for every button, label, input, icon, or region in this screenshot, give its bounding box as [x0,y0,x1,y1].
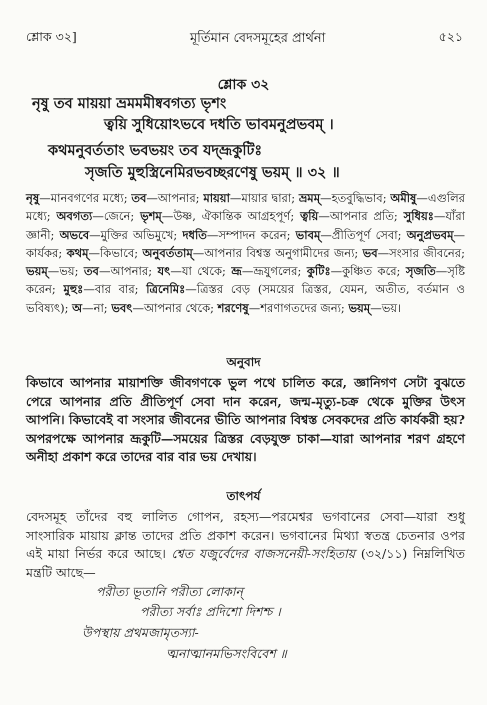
synonym-term: তব [131,191,147,205]
synonym-meaning: —উষ্ণ, ঐকান্তিক আগ্রহপূর্ণ; [161,209,301,224]
synonym-term: কুটিঃ [306,264,331,279]
synonym-meaning: —আপনার; [98,264,158,279]
synonym-term: নৃষু [26,191,40,205]
synonym-meaning: —প্রীতিপূর্ণ সেবা; [320,227,407,242]
running-header [26,30,463,48]
synonym-term: মায়য়া [203,191,230,205]
synonym-term: ত্বয়ি [300,209,319,224]
verse-line-4: সৃজতি মুহুস্ত্রিনেমিরভবচ্ছরণেষু ভয়ম্ ॥ ৩২ ॥ [85,164,340,181]
synonym-meaning: —বার বার; [83,282,147,297]
synonym-term: ভবৎ [111,300,133,315]
synonym-meaning: —যাঁরা জ্ঞানী; [26,209,465,242]
verse-line-2: ত্বয়ি সুধিয়োঽভবে দধতি ভাবমনুপ্রভবম্ । [104,116,334,133]
synonym-term: ভয়ম্ [348,300,371,315]
synonym-meaning: —জেনে; [92,209,141,224]
synonym-meaning: —মায়ার দ্বারা; [229,191,299,205]
synonym-term: অ [72,300,83,315]
purport-source: শ্বেত যজুর্বেদের বাজসনেয়ী-সংহিতায় [171,546,356,561]
synonym-meaning: —কার্যকর; [26,227,465,260]
synonym-term: ভৃশম্ [140,209,162,224]
translation-heading: অনুবাদ [226,355,261,369]
synonym-meaning: —আপনার; [146,191,204,205]
mantra-line-2: পরীত্য সর্বাঃ প্রদিশো দিশশ্চ । [140,604,281,619]
synonym-term: ভ্রমম্ [298,191,321,205]
synonym-term: অনুবর্ততাম্ [142,245,193,260]
synonym-term: সৃজতি [405,264,436,279]
synonym-meaning: —মুক্তির অভিমুখে; [89,227,183,242]
synonym-term: সুধিয়ঃ [403,209,434,224]
synonym-meaning: —ত্রিস্তর বেড় (সময়ের ত্রিস্তর, যেমন, অতীত, বর্তমান ও ভবিষ্যৎ); [26,282,465,315]
verse-line-3: কথমনুবর্ততাং ভবভয়ং তব যদ্ভ্রূকুটিঃ [48,142,263,159]
synonym-meaning: —আপনার থেকে; [132,300,218,315]
synonym-meaning: —মানবগণের মধ্যে; [39,191,132,205]
word-for-word-synonyms [26,189,465,317]
synonym-meaning: —সৃষ্টি করেন; [26,264,465,297]
verse-title: শ্লোক ৩২ [217,77,270,93]
synonym-term: দধতি [182,227,207,242]
synonym-term: শরণেষু [217,300,249,315]
synonym-meaning: —ভ্রূযুগলের; [241,264,307,279]
synonym-term: ভয়ম্ [26,264,48,279]
header-chapter-title: মূর্তিমান বেদসমূহের প্রার্থনা [189,30,326,46]
synonym-term: অবগত্য [56,209,93,224]
mantra-line-4: ত্মনাত্মানমভিসংবিবেশ ॥ [166,646,287,661]
synonym-meaning: —এগুলির মধ্যে; [26,191,465,224]
translation-text: কিভাবে আপনার মায়াশক্তি জীবগণকে ভুল পথে চালিত করে, জ্ঞানিগণ সেটা বুঝতে পেরে আপনার প্রতি প্রীতিপূর্ণ সেবা দান করেন, জন্ম-মৃত্যু-চক্র থেকে মুক্তির উৎস আপনি। কিভাবেই বা সংসার জীবনের ভীতি আপনার বিশ্বস্ত সেবকদের প্রতি কার্যকরী হয়? অপরপক্ষে আপনার ভ্রূকুটি—সময়ের ত্রিস্তর বেড়যুক্ত চাকা—যারা আপনার শরণ গ্রহণে অনীহা প্রকাশ করে তাদের বার বার ভয় দেখায়। [26,375,465,464]
synonym-term: অমীষু [390,191,417,205]
synonym-term: অভবে [59,227,90,242]
verse-line-1: নৃষু তব মায়য়া ভ্রমমমীষ্ববগত্য ভৃশং [32,95,227,112]
synonym-term: ভাবম্ [295,227,321,242]
purport-tail: (৩২/১১) নিম্নলিখিত মন্ত্রটি আছে— [26,546,465,580]
synonym-term: তব [83,264,99,279]
synonym-meaning: —হতবুদ্ধিভাব; [320,191,391,205]
synonym-meaning: —যা থেকে; [170,264,232,279]
synonym-meaning: —ভয়। [370,300,402,315]
synonym-meaning: —আপনার প্রতি; [318,209,404,224]
purport-heading: তাৎপর্য [226,489,261,503]
purport-paragraph [26,508,465,582]
synonym-term: যৎ [157,264,171,279]
header-page-number: ৫২১ [438,29,463,44]
synonym-term: ত্রিনেমিঃ [146,282,186,297]
mantra-line-3: উপস্থায় প্রথমজামৃতস্যা- [82,625,199,640]
synonym-meaning: —ভয়; [47,264,84,279]
header-verse-ref: শ্লোক ৩২] [26,29,77,44]
synonym-meaning: —না; [82,300,112,315]
synonym-meaning: —আপনার বিশ্বস্ত অনুগামীদের জন্য; [192,245,363,260]
synonym-term: ভ্রূ [231,264,242,279]
synonym-meaning: —কিভাবে; [88,245,143,260]
synonym-term: অনুপ্রভবম্ [406,227,454,242]
synonym-term: মুহুঃ [63,282,84,297]
mantra-line-1: পরীত্য ভূতানি পরীত্য লোকান্ [96,584,243,599]
synonym-meaning: —সম্পাদন করেন; [206,227,296,242]
synonym-meaning: —সংসার জীবনের; [377,245,465,260]
synonym-term: কথম্ [66,245,89,260]
purport-text: বেদসমূহ তাঁদের বহু লালিত গোপন, রহস্য—পরমেশ্বর ভগবানের সেবা—যারা শুধু সাংসারিক মায়ায় ক্লান্ত তাদের প্রতি প্রকাশ করেন। ভগবানের মিথ্যা স্বতন্ত্র চেতনার ওপর এই মায়া নির্ভর করে আছে। [26,509,465,561]
synonym-meaning: —কুঞ্চিত করে; [330,264,406,279]
synonym-meaning: —শরণাগতদের জন্য; [248,300,349,315]
synonym-term: ভব [362,245,378,260]
